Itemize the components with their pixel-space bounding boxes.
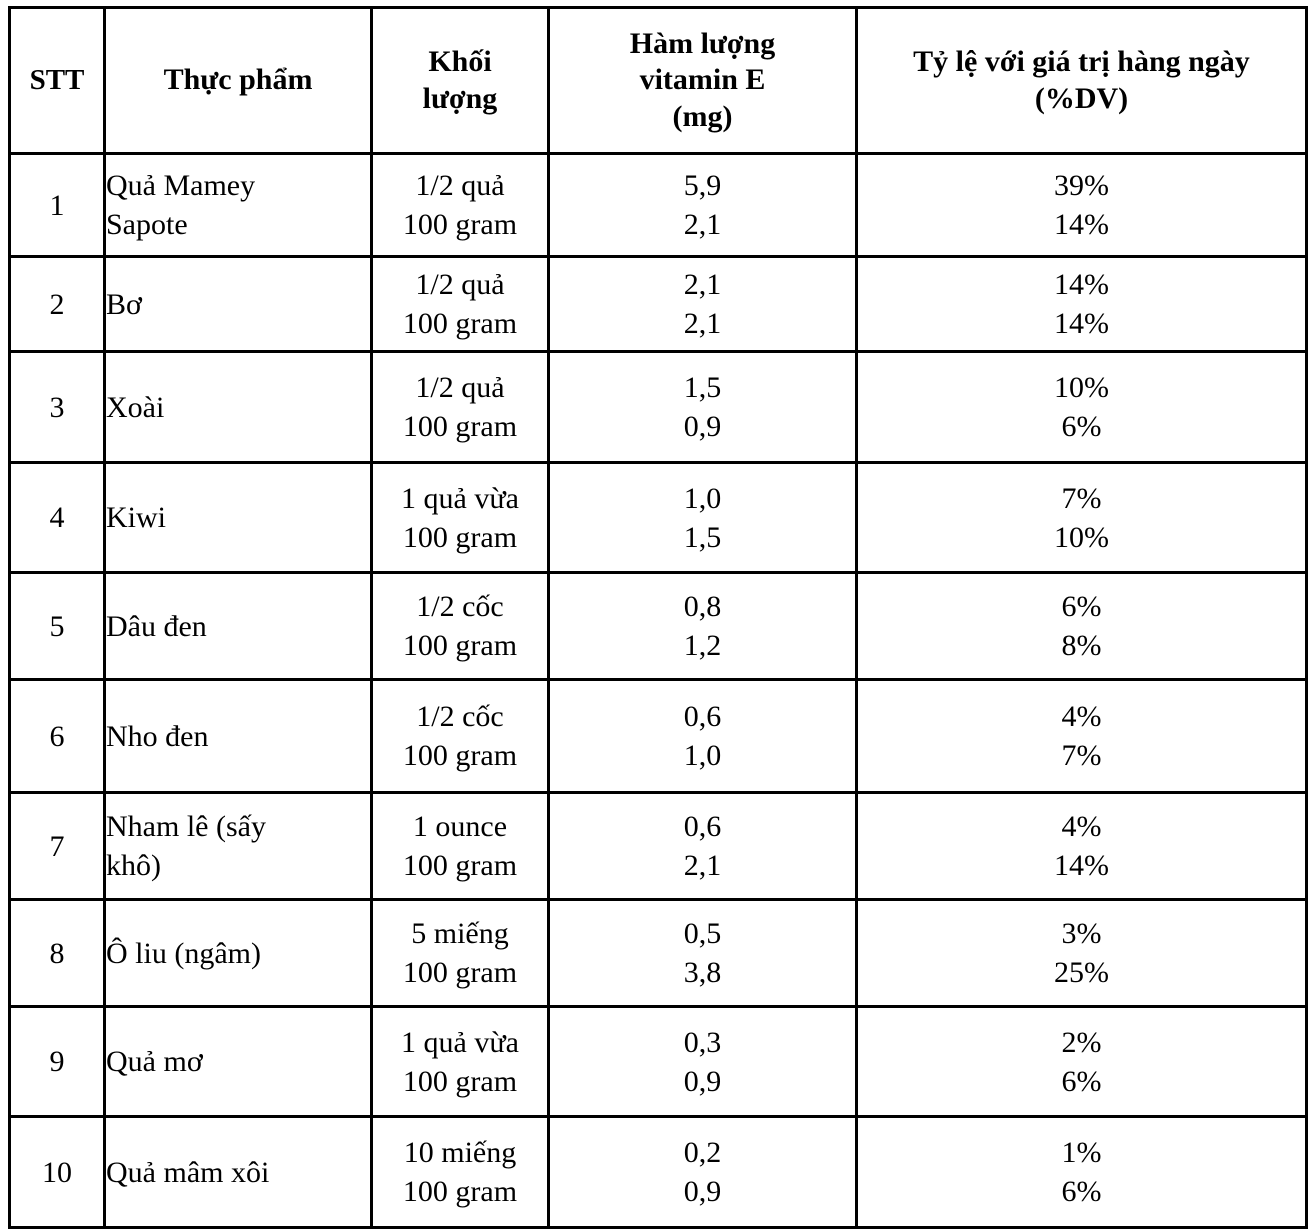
cell-mg-line2: 0,9 [683,1175,722,1208]
vitamin-e-food-table [8,6,1308,1229]
table-header [10,8,1307,154]
cell-vitamin-e-mg [549,257,857,352]
cell-amount-line1: 1 quả vừa [401,1025,519,1059]
table-row [10,900,1307,1007]
cell-amount-line1: 10 miếng [403,1136,517,1169]
cell-stt: 8 [10,900,105,1007]
column-header-vitamin-e-mg [549,8,857,154]
cell-mg-line1: 2,1 [683,268,722,301]
cell-percent-dv [857,154,1307,257]
cell-vitamin-e-mg [549,1007,857,1117]
cell-stt: 3 [10,352,105,463]
cell-dv-line2: 14% [1054,307,1109,340]
table-row [10,154,1307,257]
cell-amount-line1: 1/2 quả [415,371,505,404]
cell-food-line1: Bơ [106,287,142,321]
cell-amount-line2: 100 gram [402,208,518,241]
cell-amount-line1: 1 ounce [412,810,508,843]
column-header-food [105,8,372,154]
cell-percent-dv [857,900,1307,1007]
cell-dv-line1: 1% [1061,1136,1102,1169]
cell-amount [372,154,549,257]
cell-amount-line2: 100 gram [402,629,518,662]
cell-dv-line2: 10% [1054,520,1109,554]
cell-food [105,900,372,1007]
cell-amount [372,793,549,900]
cell-vitamin-e-mg [549,793,857,900]
cell-mg-line2: 0,9 [683,410,722,443]
cell-food [105,154,372,257]
column-header-mg-line1: Hàm lượng [629,26,776,60]
cell-mg-line1: 1,5 [683,371,722,404]
header-row [10,8,1307,154]
column-header-amount-line2: lượng [422,81,498,115]
cell-food-line2: Sapote [106,208,188,241]
cell-mg-line1: 0,3 [683,1025,722,1059]
cell-food [105,1117,372,1228]
cell-percent-dv [857,680,1307,793]
cell-amount-line2: 100 gram [402,1175,518,1208]
cell-mg-line2: 1,0 [683,739,722,772]
cell-mg-line2: 3,8 [683,956,722,989]
cell-food-line1: Xoài [106,390,165,424]
cell-amount-line2: 100 gram [402,956,518,989]
cell-vitamin-e-mg [549,573,857,680]
cell-amount [372,900,549,1007]
cell-amount-line1: 1/2 cốc [416,590,504,623]
cell-mg-line1: 0,2 [683,1136,722,1169]
cell-vitamin-e-mg [549,154,857,257]
cell-mg-line2: 0,9 [683,1064,722,1098]
cell-stt: 10 [10,1117,105,1228]
cell-food [105,257,372,352]
column-header-stt [10,8,105,154]
cell-stt: 7 [10,793,105,900]
cell-dv-line2: 14% [1054,208,1109,241]
cell-dv-line2: 6% [1061,410,1102,443]
cell-dv-line1: 6% [1061,590,1102,623]
cell-food-line1: Dâu đen [106,609,207,643]
cell-dv-line2: 6% [1061,1064,1102,1098]
cell-mg-line1: 0,8 [683,590,722,623]
cell-percent-dv [857,1117,1307,1228]
cell-amount-line2: 100 gram [402,849,518,882]
cell-amount-line2: 100 gram [402,1064,518,1098]
cell-amount [372,1007,549,1117]
cell-stt: 6 [10,680,105,793]
table-row [10,1007,1307,1117]
cell-dv-line2: 7% [1061,739,1102,772]
cell-food-line1: Quả mơ [106,1045,203,1078]
cell-percent-dv [857,463,1307,573]
cell-dv-line1: 10% [1054,371,1109,404]
column-header-dv-line2: (%DV) [1034,81,1129,115]
cell-amount [372,573,549,680]
cell-food-line1: Quả mâm xôi [106,1155,270,1189]
cell-dv-line2: 6% [1061,1175,1102,1208]
cell-food [105,463,372,573]
table-row [10,573,1307,680]
cell-food [105,352,372,463]
cell-food-line1: Quả Mamey [106,169,256,202]
cell-vitamin-e-mg [549,900,857,1007]
cell-stt: 1 [10,154,105,257]
cell-percent-dv [857,793,1307,900]
cell-amount-line1: 1/2 quả [415,169,505,202]
cell-vitamin-e-mg [549,680,857,793]
table-row [10,257,1307,352]
cell-mg-line2: 2,1 [683,849,722,882]
cell-dv-line1: 3% [1061,917,1102,950]
cell-food-line1: Ô liu (ngâm) [106,936,261,970]
cell-dv-line1: 2% [1061,1025,1102,1059]
cell-stt: 5 [10,573,105,680]
cell-food-line1: Kiwi [106,501,166,534]
cell-food-line2: khô) [106,849,161,882]
cell-mg-line1: 0,6 [683,700,722,733]
cell-vitamin-e-mg [549,352,857,463]
cell-food [105,680,372,793]
cell-food-line1: Nho đen [106,719,209,753]
cell-stt: 9 [10,1007,105,1117]
cell-dv-line1: 4% [1061,810,1102,843]
cell-food [105,573,372,680]
cell-amount [372,257,549,352]
cell-dv-line2: 25% [1054,956,1109,989]
cell-amount-line1: 1/2 cốc [416,700,504,733]
cell-dv-line1: 39% [1054,169,1109,202]
cell-mg-line1: 1,0 [683,481,722,515]
column-header-food-line1: Thực phẩm [163,63,313,97]
column-header-dv-line1: Tỷ lệ với giá trị hàng ngày [913,44,1250,78]
column-header-percent-dv [857,8,1307,154]
column-header-mg-line3: (mg) [672,99,733,133]
cell-amount-line2: 100 gram [402,410,518,443]
cell-percent-dv [857,257,1307,352]
cell-amount-line2: 100 gram [402,520,518,554]
cell-dv-line2: 14% [1054,849,1109,882]
table-body [10,154,1307,1228]
cell-mg-line2: 1,2 [683,629,722,662]
cell-mg-line2: 1,5 [683,520,722,554]
cell-amount [372,463,549,573]
cell-vitamin-e-mg [549,1117,857,1228]
cell-mg-line2: 2,1 [683,208,722,241]
table-row [10,793,1307,900]
cell-amount-line2: 100 gram [402,307,518,340]
column-header-stt-line1: STT [29,63,85,96]
table-row [10,463,1307,573]
cell-dv-line2: 8% [1061,629,1102,662]
column-header-amount [372,8,549,154]
cell-vitamin-e-mg [549,463,857,573]
cell-percent-dv [857,573,1307,680]
cell-amount [372,680,549,793]
cell-amount [372,352,549,463]
cell-food [105,1007,372,1117]
cell-mg-line1: 0,6 [683,810,722,843]
cell-dv-line1: 14% [1054,268,1109,301]
cell-amount-line2: 100 gram [402,739,518,772]
cell-food-line1: Nham lê (sấy [106,810,266,843]
table-row [10,1117,1307,1228]
column-header-amount-line1: Khối [428,44,492,78]
cell-food [105,793,372,900]
column-header-mg-line2: vitamin E [639,63,766,97]
cell-mg-line2: 2,1 [683,307,722,340]
table-row [10,352,1307,463]
cell-amount-line1: 5 miếng [411,917,509,950]
cell-amount-line1: 1/2 quả [415,268,505,301]
cell-mg-line1: 5,9 [683,169,722,202]
cell-amount [372,1117,549,1228]
cell-mg-line1: 0,5 [683,917,722,950]
cell-stt: 4 [10,463,105,573]
cell-dv-line1: 4% [1061,700,1102,733]
cell-percent-dv [857,1007,1307,1117]
table-row [10,680,1307,793]
cell-dv-line1: 7% [1061,481,1102,515]
cell-amount-line1: 1 quả vừa [401,481,519,515]
cell-stt: 2 [10,257,105,352]
cell-percent-dv [857,352,1307,463]
